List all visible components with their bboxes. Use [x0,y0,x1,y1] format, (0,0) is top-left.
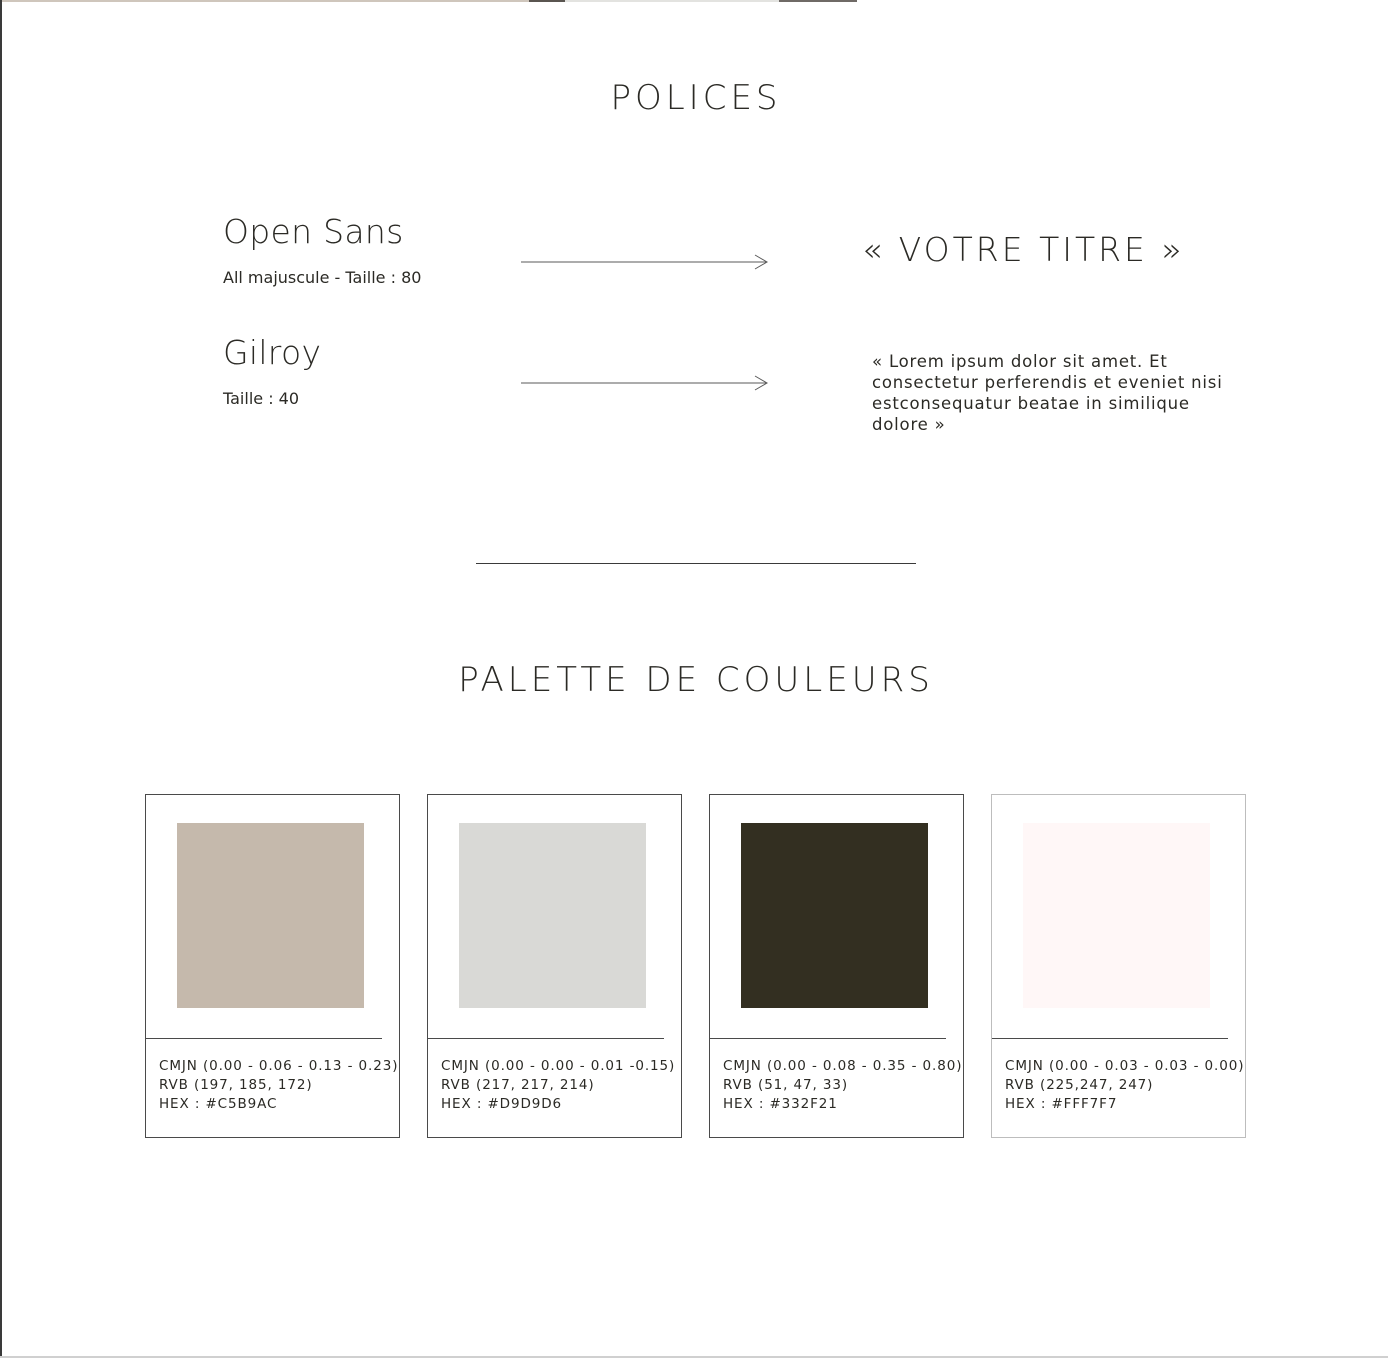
swatch-info [159,1057,398,1114]
color-swatch-card [991,794,1246,1138]
font-name-open-sans: Open Sans [223,212,404,251]
swatch-rvb: RVB (197, 185, 172) [159,1077,313,1093]
top-strip-segment [2,0,529,2]
swatch-info [723,1057,962,1114]
color-swatch [1023,823,1210,1008]
swatch-cmjn: CMJN (0.00 - 0.08 - 0.35 - 0.80) [723,1058,963,1074]
color-swatch-card [427,794,682,1138]
swatch-hex: HEX : #332F21 [723,1096,838,1112]
top-strip-segment [529,0,565,2]
swatch-info [1005,1057,1244,1114]
swatch-cmjn: CMJN (0.00 - 0.03 - 0.03 - 0.00) [1005,1058,1245,1074]
color-swatch-card [709,794,964,1138]
swatch-divider [710,1038,946,1039]
top-strip-segment [565,0,779,2]
font-description-gilroy: Taille : 40 [223,389,300,408]
swatch-divider [992,1038,1228,1039]
swatch-divider [146,1038,382,1039]
swatch-hex: HEX : #D9D9D6 [441,1096,563,1112]
swatch-info [441,1057,675,1114]
right-arrow-icon [521,254,769,270]
swatch-rvb: RVB (51, 47, 33) [723,1077,849,1093]
swatch-divider [428,1038,664,1039]
swatch-hex: HEX : #FFF7F7 [1005,1096,1118,1112]
font-sample-title: « VOTRE TITRE » [862,230,1185,269]
color-swatch [459,823,646,1008]
color-swatch-card [145,794,400,1138]
swatch-hex: HEX : #C5B9AC [159,1096,278,1112]
font-name-gilroy: Gilroy [223,333,322,372]
top-strip-segment [779,0,857,2]
font-description-open-sans: All majuscule - Taille : 80 [223,268,422,287]
swatch-rvb: RVB (217, 217, 214) [441,1077,595,1093]
color-swatch [177,823,364,1008]
font-sample-body: « Lorem ipsum dolor sit amet. Et consectetur perferendis et eveniet nisi estconsequatur beatae in similique dolore » [872,352,1223,434]
color-swatch [741,823,928,1008]
swatch-rvb: RVB (225,247, 247) [1005,1077,1154,1093]
right-arrow-icon [521,375,769,391]
swatch-cmjn: CMJN (0.00 - 0.00 - 0.01 -0.15) [441,1058,676,1074]
swatch-cmjn: CMJN (0.00 - 0.06 - 0.13 - 0.23) [159,1058,399,1074]
section-divider [476,563,916,564]
palette-section-title: PALETTE DE COULEURS [458,660,934,700]
fonts-section-title: POLICES [610,78,782,118]
